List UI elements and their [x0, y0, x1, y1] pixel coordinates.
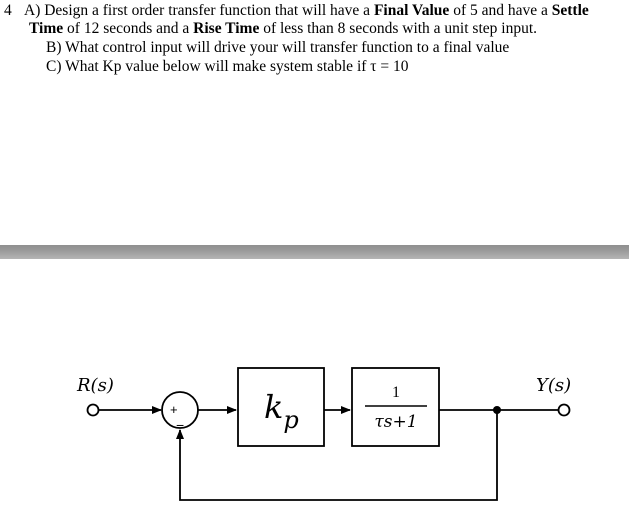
- line1-text-c: of 5 and have a: [449, 2, 552, 19]
- input-label: R(s): [77, 375, 114, 396]
- output-label: Y(s): [536, 375, 572, 396]
- problem-number: 4: [4, 2, 12, 19]
- problem-line-3: B) What control input will drive your will transfer function to a final value: [46, 39, 510, 56]
- line1-text-a: A) Design a first order transfer function that will have a: [24, 2, 374, 19]
- output-terminal: [559, 405, 570, 416]
- sum-minus-sign: −: [176, 417, 185, 433]
- time-bold: Time: [29, 20, 64, 37]
- plant-block: [352, 368, 439, 446]
- gain-base: k: [264, 388, 284, 426]
- gain-subscript: p: [283, 406, 299, 434]
- feedback-path: [180, 410, 497, 500]
- final-value-bold: Final Value: [373, 2, 450, 19]
- settle-bold: Settle: [551, 2, 589, 19]
- input-terminal: [88, 405, 99, 416]
- sum-plus-sign: +: [170, 402, 178, 417]
- line2-text-d: of less than 8 seconds with a unit step input.: [259, 20, 538, 37]
- line2-text-b: of 12 seconds and a: [63, 20, 194, 37]
- rise-time-bold: Rise Time: [193, 20, 260, 37]
- plant-numerator: 1: [392, 384, 400, 401]
- problem-line-4: C) What Kp value below will make system stable if τ = 10: [46, 58, 409, 75]
- plant-denominator: τs+1: [374, 412, 418, 432]
